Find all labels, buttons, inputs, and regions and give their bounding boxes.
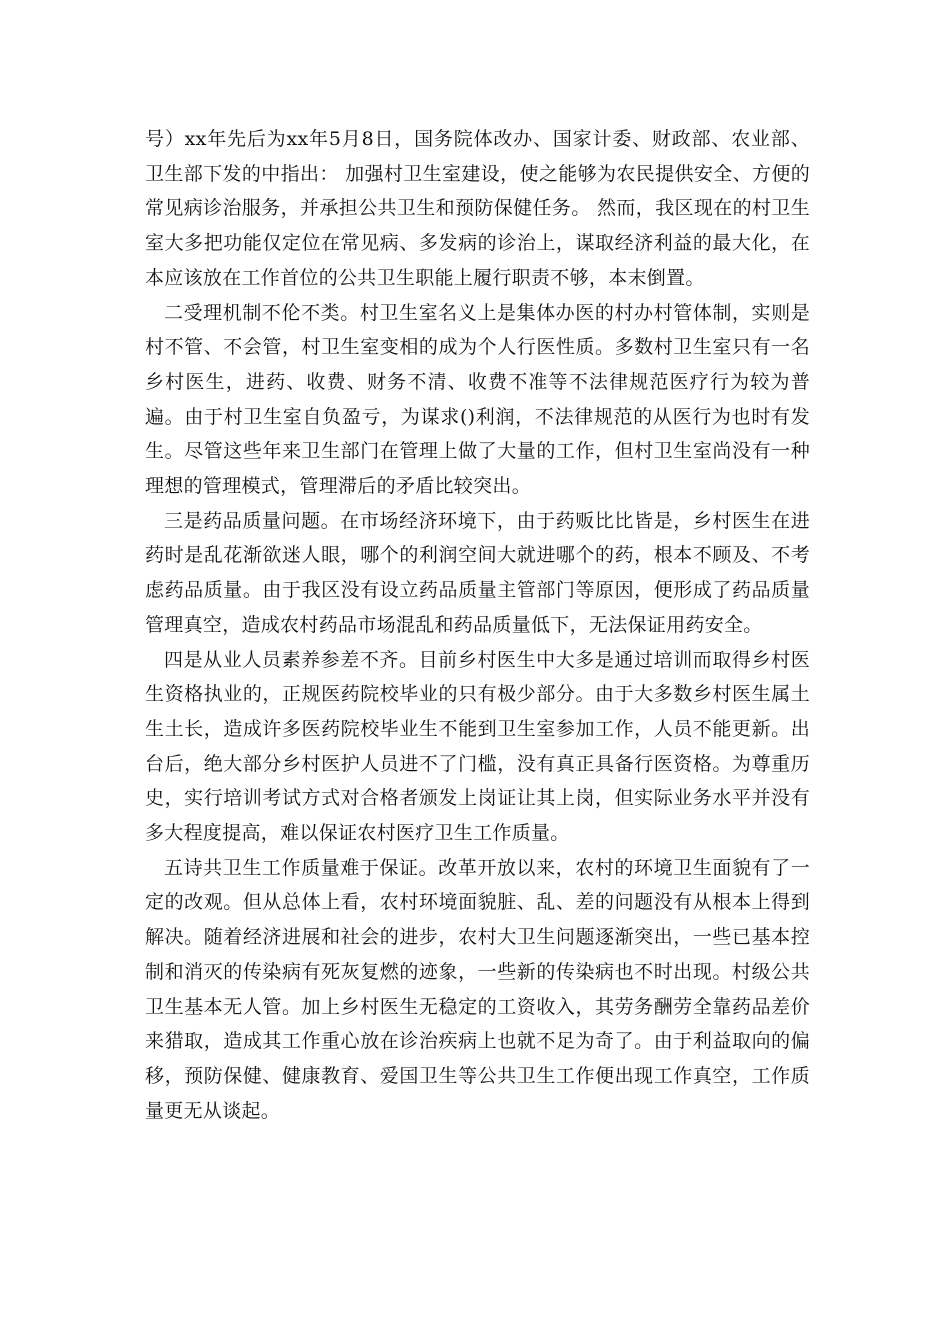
- paragraph-continuation: 号）xx年先后为xx年5月8日，国务院体改办、国家计委、财政部、农业部、卫生部下发的中指出： 加强村卫生室建设，使之能够为农民提供安全、方便的常见病诊治服务，并承担公共卫生和预防保健任务。 然而，我区现在的村卫生室大多把功能仅定位在常见病、多发病的诊治上，谋取经济利益的最大化，在本应该放在工作首位的公共卫生职能上履行职责不够，本末倒置。: [145, 128, 810, 289]
- paragraph-public-health: 五诗共卫生工作质量难于保证。改革开放以来，农村的环境卫生面貌有了一定的改观。但从总体上看，农村环境面貌脏、乱、差的问题没有从根本上得到解决。随着经济进展和社会的进步，农村大卫生问题逐渐突出，一些已基本控制和消灭的传染病有死灰复燃的迹象，一些新的传染病也不时出现。村级公共卫生基本无人管。加上乡村医生无稳定的工资收入，其劳务酬劳全靠药品差价来猎取，造成其工作重心放在诊治疾病上也就不足为奇了。由于利益取向的偏移，预防保健、健康教育、爱国卫生等公共卫生工作便出现工作真空，工作质量更无从谈起。: [145, 856, 810, 1122]
- paragraph-staff-quality: 四是从业人员素养参差不齐。目前乡村医生中大多是通过培训而取得乡村医生资格执业的，正规医药院校毕业的只有极少部分。由于大多数乡村医生属土生土长，造成许多医药院校毕业生不能到卫生室参加工作，人员不能更新。出台后，绝大部分乡村医护人员进不了门槛，没有真正具备行医资格。为尊重历史，实行培训考试方式对合格者颁发上岗证让其上岗，但实际业务水平并没有多大程度提高，难以保证农村医疗卫生工作质量。: [145, 648, 810, 845]
- document-body: [145, 122, 810, 1128]
- paragraph-drug-quality: 三是药品质量问题。在市场经济环境下，由于药贩比比皆是，乡村医生在进药时是乱花渐欲迷人眼，哪个的利润空间大就进哪个的药，根本不顾及、不考虑药品质量。由于我区没有设立药品质量主管部门等原因，便形成了药品质量管理真空，造成农村药品市场混乱和药品质量低下，无法保证用药安全。: [145, 509, 810, 636]
- paragraph-management-mechanism: 二受理机制不伦不类。村卫生室名义上是集体办医的村办村管体制，实则是村不管、不会管，村卫生室变相的成为个人行医性质。多数村卫生室只有一名乡村医生，进药、收费、财务不清、收费不准等不法律规范医疗行为较为普遍。由于村卫生室自负盈亏，为谋求()利润，不法律规范的从医行为也时有发生。尽管这些年来卫生部门在管理上做了大量的工作，但村卫生室尚没有一种理想的管理模式，管理滞后的矛盾比较突出。: [145, 301, 810, 498]
